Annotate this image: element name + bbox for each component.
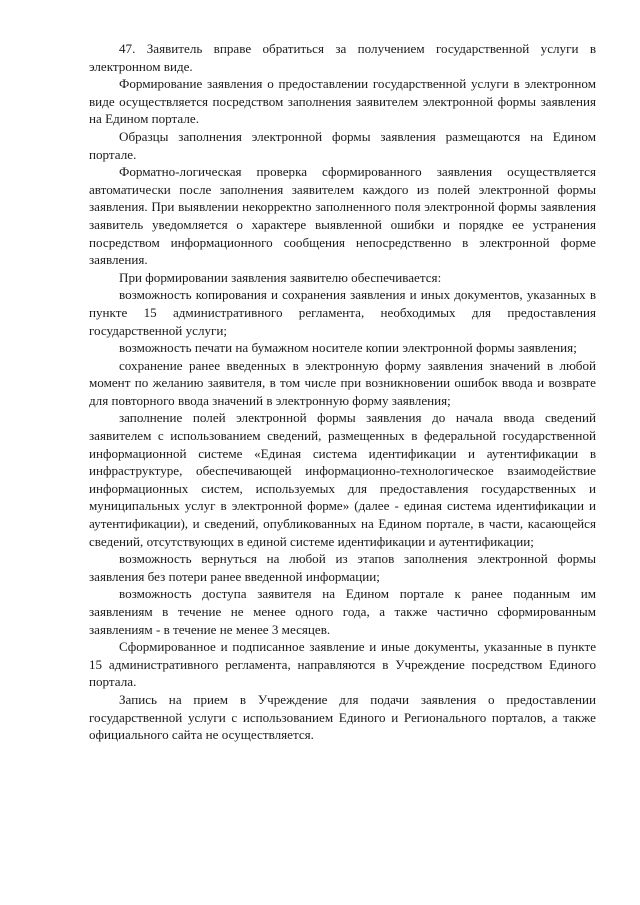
list-item-print: возможность печати на бумажном носителе копии электронной формы заявления; [119,340,577,356]
paragraph-form-filling: Формирование заявления о предоставлении государственной услуги в электронном виде осуществляется посредством заполнения заявителем электронной формы заявления на Едином портале. [89,76,596,127]
paragraph-format-check: Форматно-логическая проверка сформированного заявления осуществляется автоматически после заполнения заявителем каждого из полей электронной формы заявления. При выявлении некорректно заполненного поля электронной формы заявления заявитель уведомляется о характере выявленной ошибки и порядке ее устранения посредством информационного сообщения непосредственно в электронной форме заявления. [89,164,596,268]
paragraph-appointment: Запись на прием в Учреждение для подачи заявления о предоставлении государственной услуги с использованием Единого и Регионального порталов, а также официального сайта не осуществляется. [89,691,596,743]
list-item-copy-save: возможность копирования и сохранения заявления и иных документов, указанных в пункте 15 административного регламента, необходимых для предоставления государственной услуги; [89,287,596,338]
paragraph-provisions-intro: При формировании заявления заявителю обеспечивается: [119,269,442,285]
list-item-save-values: сохранение ранее введенных в электронную форму заявления значений в любой момент по желанию заявителя, в том числе при возникновении ошибок ввода и возврате для повторного ввода значений в электронную форму заявления; [89,357,596,408]
paragraph-form-samples: Образцы заполнения электронной формы заявления размещаются на Едином портале. [89,128,596,162]
document-page [89,40,596,744]
list-item-return-stage: возможность вернуться на любой из этапов заполнения электронной формы заявления без потери ранее введенной информации; [89,551,596,584]
list-item-access-history: возможность доступа заявителя на Едином портале к ранее поданным им заявлениям в течение не менее одного года, а также частично сформированным заявлениям - в течение не менее 3 месяцев. [89,586,596,637]
list-item-prefill: заполнение полей электронной формы заявления до начала ввода сведений заявителем с использованием сведений, размещенных в федеральной государственной информационной системе «Единая система идентификации и аутентификации в инфраструктуре, обеспечивающей информационно-технологическое взаимодействие информационных систем, используемых для предоставления государственных и муниципальных услуг в электронной форме» (далее - единая система идентификации и аутентификации), и сведений, опубликованных на Едином портале, в части, касающейся сведений, отсутствующих в единой системе идентификации и аутентификации; [89,410,596,549]
paragraph-submission: Сформированное и подписанное заявление и иные документы, указанные в пункте 15 административного регламента, направляются в Учреждение посредством Единого портала. [89,639,596,690]
paragraph-47-intro: 47. Заявитель вправе обратиться за получением государственной услуги в электронном виде. [89,41,596,74]
